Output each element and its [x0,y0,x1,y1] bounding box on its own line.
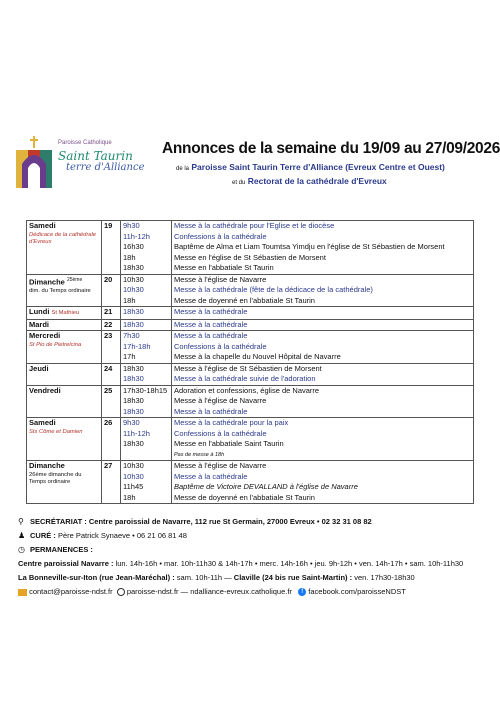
day-subtitle: Dédicace de la cathédrale d'Evreux [29,231,97,245]
parish-subtitle [176,162,445,172]
time-cell: 9h30 [123,418,140,427]
day-cell [27,319,102,331]
permanences-label: PERMANENCES : [30,545,93,554]
time-cell: 18h30 [123,363,144,373]
facebook-link[interactable]: facebook.com/paroisseNDST [308,587,406,596]
event-description: Messe à la cathédrale pour la paix [174,418,289,427]
date-number: 27 [102,461,121,504]
day-cell [27,461,102,504]
time-cell: 18h [123,295,136,305]
contact-email[interactable]: contact@paroisse-ndst.fr [29,587,113,596]
event-description: Messe en l'abbatiale Saint Taurin [174,439,284,448]
page-title: Annonces de la semaine du 19/09 au 27/09/2026 [162,140,500,157]
day-cell [27,221,102,275]
day-name: Mercredi [29,331,61,340]
schedule-row [27,221,474,275]
cure-value: Père Patrick Synaeve • 06 21 06 81 48 [57,531,187,540]
date-number: 19 [102,221,121,275]
descriptions-cell [172,461,474,504]
schedule-row [27,363,474,385]
times-cell [121,274,172,307]
day-name: Samedi [29,221,56,230]
cure-label: CURÉ : [30,531,56,540]
time-cell: 16h30 [123,242,144,251]
day-subtitle: dim. du Temps ordinaire [29,287,91,294]
event-description: Messe à la cathédrale [174,307,248,316]
event-description: Messe à la cathédrale suivie de l'adoration [174,374,316,383]
logo-parish-text: Paroisse Catholique [58,140,112,146]
date-number: 22 [102,319,121,331]
date-number: 20 [102,274,121,307]
bonneville-label: La Bonneville-sur-Iton (rue Jean-Maréchal) : [18,573,175,582]
secretariat-text: SECRÉTARIAT : Centre paroissial de Navarre, 112 rue St Germain, 27000 Evreux • 02 32 31 08 82 [30,517,372,526]
date-number: 26 [102,418,121,461]
day-cell [27,385,102,418]
times-cell [121,363,172,385]
times-cell [121,331,172,364]
navarre-label: Centre paroissial Navarre : [18,559,114,568]
claville-value: ven. 17h30-18h30 [354,573,415,582]
day-name: Vendredi [29,385,61,395]
day-name: Jeudi [29,363,49,373]
event-description: Messe à la cathédrale pour l'Eglise et le diocèse [174,221,335,230]
schedule-row [27,461,474,504]
website-link[interactable]: paroisse-ndst.fr — ndalliance-evreux.catholique.fr [126,587,292,596]
times-cell [121,221,172,275]
time-cell: 18h30 [123,319,144,329]
schedule-row [27,418,474,461]
secretariat-line [18,516,372,528]
logo-saint-text: Saint Taurin [58,149,133,163]
times-cell [121,461,172,504]
event-description: Messe en l'église de St Sébastien de Morsent [174,252,326,262]
event-note: Pas de messe à 18h [174,451,225,458]
time-cell: 9h30 [123,221,140,230]
day-subtitle: 26ème dimanche du Temps ordinaire [29,471,82,485]
times-cell [121,307,172,320]
time-cell: 10h30 [123,274,144,284]
event-description: Messe de doyenné en l'abbatiale St Taurin [174,492,315,502]
time-cell: 18h30 [123,374,144,383]
person-icon: ♟ [18,531,26,540]
rectorat-subtitle [232,176,387,186]
time-cell: 7h30 [123,331,140,340]
descriptions-cell [172,319,474,331]
event-description: Baptême de Victoire DEVALLAND à l'église de Navarre [174,482,358,491]
event-description: Baptême de Alma et Liam Toumtsa Yimdju en l'église de St Sébastien de Morsent [174,242,445,251]
event-description: Confessions à la cathédrale [174,341,267,351]
facebook-icon: f [298,588,306,596]
event-description: Messe à la cathédrale [174,319,248,329]
event-description: Messe à l'église de Navarre [174,274,267,284]
time-cell: 10h30 [123,471,144,481]
time-cell: 17h-18h [123,341,151,351]
day-name: Mardi [29,319,50,329]
event-description: Messe à la cathédrale [174,406,248,416]
time-cell: 18h30 [123,439,144,448]
parish-logo [14,134,144,190]
day-subtitle: St Pio de Pietrelcina [29,341,82,348]
time-cell: 10h30 [123,285,144,294]
schedule-row [27,274,474,307]
descriptions-cell [172,385,474,418]
time-cell: 10h30 [123,461,144,470]
schedule-row [27,307,474,320]
descriptions-cell [172,307,474,320]
time-cell: 18h30 [123,307,144,316]
schedule-table [26,220,474,504]
time-cell: 17h [123,352,136,361]
event-description: Messe à l'église de Navarre [174,461,267,470]
event-description: Messe de doyenné en l'abbatiale St Taurin [174,295,315,305]
day-cell [27,307,102,320]
time-cell: 17h30-18h15 [123,385,168,395]
event-description: Messe à la cathédrale [174,331,248,340]
day-ordinal: 25ème [66,276,83,283]
times-cell [121,418,172,461]
claville-label: Claville (24 bis rue Saint-Martin) : [233,573,353,582]
bonneville-value: sam. 10h-11h — [176,573,232,582]
subtitle-prefix: de la [176,166,190,172]
day-name: Dimanche [29,277,65,286]
day-subtitle: Sts Côme et Damien [29,428,83,435]
time-cell: 18h [123,492,136,502]
parish-link[interactable]: Paroisse Saint Taurin Terre d'Alliance (Evreux Centre et Ouest) [191,162,445,172]
day-cell [27,418,102,461]
cathedral-logo-icon [14,134,54,190]
schedule-row [27,319,474,331]
globe-icon [117,588,125,596]
date-number: 24 [102,363,121,385]
date-number: 23 [102,331,121,364]
time-cell: 18h30 [123,396,144,405]
date-number: 25 [102,385,121,418]
event-description: Messe en l'abbatiale St Taurin [174,263,274,272]
schedule-row [27,331,474,364]
descriptions-cell [172,418,474,461]
times-cell [121,319,172,331]
time-cell: 11h45 [123,482,144,491]
cure-line [18,530,187,542]
times-cell [121,385,172,418]
descriptions-cell [172,221,474,275]
time-cell: 18h30 [123,263,144,272]
event-description: Confessions à la cathédrale [174,231,267,241]
time-cell: 18h30 [123,406,144,416]
date-number: 21 [102,307,121,320]
rectorat-link[interactable]: Rectorat de la cathédrale d'Evreux [247,176,387,186]
mail-icon [18,589,27,596]
day-name: Lundi [29,307,50,316]
permanences-line [18,544,93,556]
navarre-value: lun. 14h-16h • mar. 10h-11h30 & 14h-17h • merc. 14h-16h • jeu. 9h-12h • ven. 14h-17h • sam. 10h-11h30 [115,559,464,568]
event-description: Messe à la cathédrale (fête de la dédicace de la cathédrale) [174,285,373,294]
logo-terre-text: terre d'Alliance [66,162,145,173]
time-cell: 18h [123,252,136,262]
day-cell [27,331,102,364]
event-description: Messe à l'église de Navarre [174,396,267,405]
key-icon: ⚲ [18,517,24,526]
day-cell [27,363,102,385]
day-cell [27,274,102,307]
event-description: Confessions à la cathédrale [174,428,267,438]
clock-icon: ◷ [18,545,25,554]
other-hours [18,572,415,584]
descriptions-cell [172,331,474,364]
schedule-row [27,385,474,418]
event-description: Adoration et confessions, église de Navarre [174,385,320,395]
event-description: Messe à la chapelle du Nouvel Hôpital de Navarre [174,352,341,361]
event-description: Messe à la cathédrale [174,471,248,481]
descriptions-cell [172,274,474,307]
subtitle-prefix: et du [232,180,246,186]
saint-of-day: St Mathieu [51,310,80,316]
contact-line [18,586,406,598]
time-cell: 11h-12h [123,231,150,241]
day-name: Dimanche [29,461,65,470]
time-cell: 11h-12h [123,428,150,438]
day-name: Samedi [29,418,56,427]
navarre-hours [18,558,463,570]
event-description: Messe à l'église de St Sébastien de Morsent [174,363,322,373]
descriptions-cell [172,363,474,385]
